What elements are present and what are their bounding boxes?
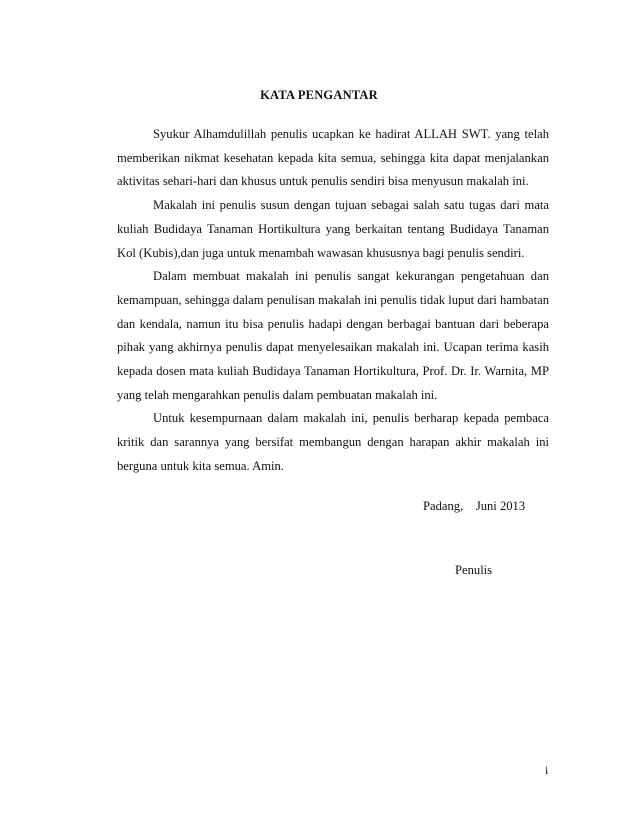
page-number: i: [545, 763, 549, 777]
paragraph-1: Syukur Alhamdulillah penulis ucapkan ke hadirat ALLAH SWT. yang telah memberikan nikmat kesehatan kepada kita semua, sehingga kita dapat menjalankan aktivitas sehari-hari dan khusus untuk penulis sendiri bisa menyusun makalah ini.: [117, 127, 549, 189]
signature-place-date: Padang, Juni 2013: [423, 499, 526, 513]
paragraph-3: Dalam membuat makalah ini penulis sangat kekurangan pengetahuan dan kemampuan, sehingga dalam penulisan makalah ini penulis tidak luput dari hambatan dan kendala, namun itu bisa penulis hadapi dengan berbagai bantuan dari beberapa pihak yang akhirnya penulis dapat menyelesaikan makalah ini. Ucapan terima kasih kepada dosen mata kuliah Budidaya Tanaman Hortikultura, Prof. Dr. Ir. Warnita, MP yang telah mengarahkan penulis dalam pembuatan makalah ini.: [117, 269, 549, 402]
body-text: [117, 123, 549, 479]
paragraph-4: Untuk kesempurnaan dalam makalah ini, penulis berharap kepada pembaca kritik dan sarannya yang bersifat membangun dengan harapan akhir makalah ini berguna untuk kita semua. Amin.: [117, 411, 549, 473]
signature-author: Penulis: [455, 563, 493, 577]
paragraph-2: Makalah ini penulis susun dengan tujuan sebagai salah satu tugas dari mata kuliah Budidaya Tanaman Hortikultura yang berkaitan tentang Budidaya Tanaman Kol (Kubis),dan juga untuk menambah wawasan khususnya bagi penulis sendiri.: [117, 198, 549, 260]
page-title: KATA PENGANTAR: [260, 88, 378, 102]
